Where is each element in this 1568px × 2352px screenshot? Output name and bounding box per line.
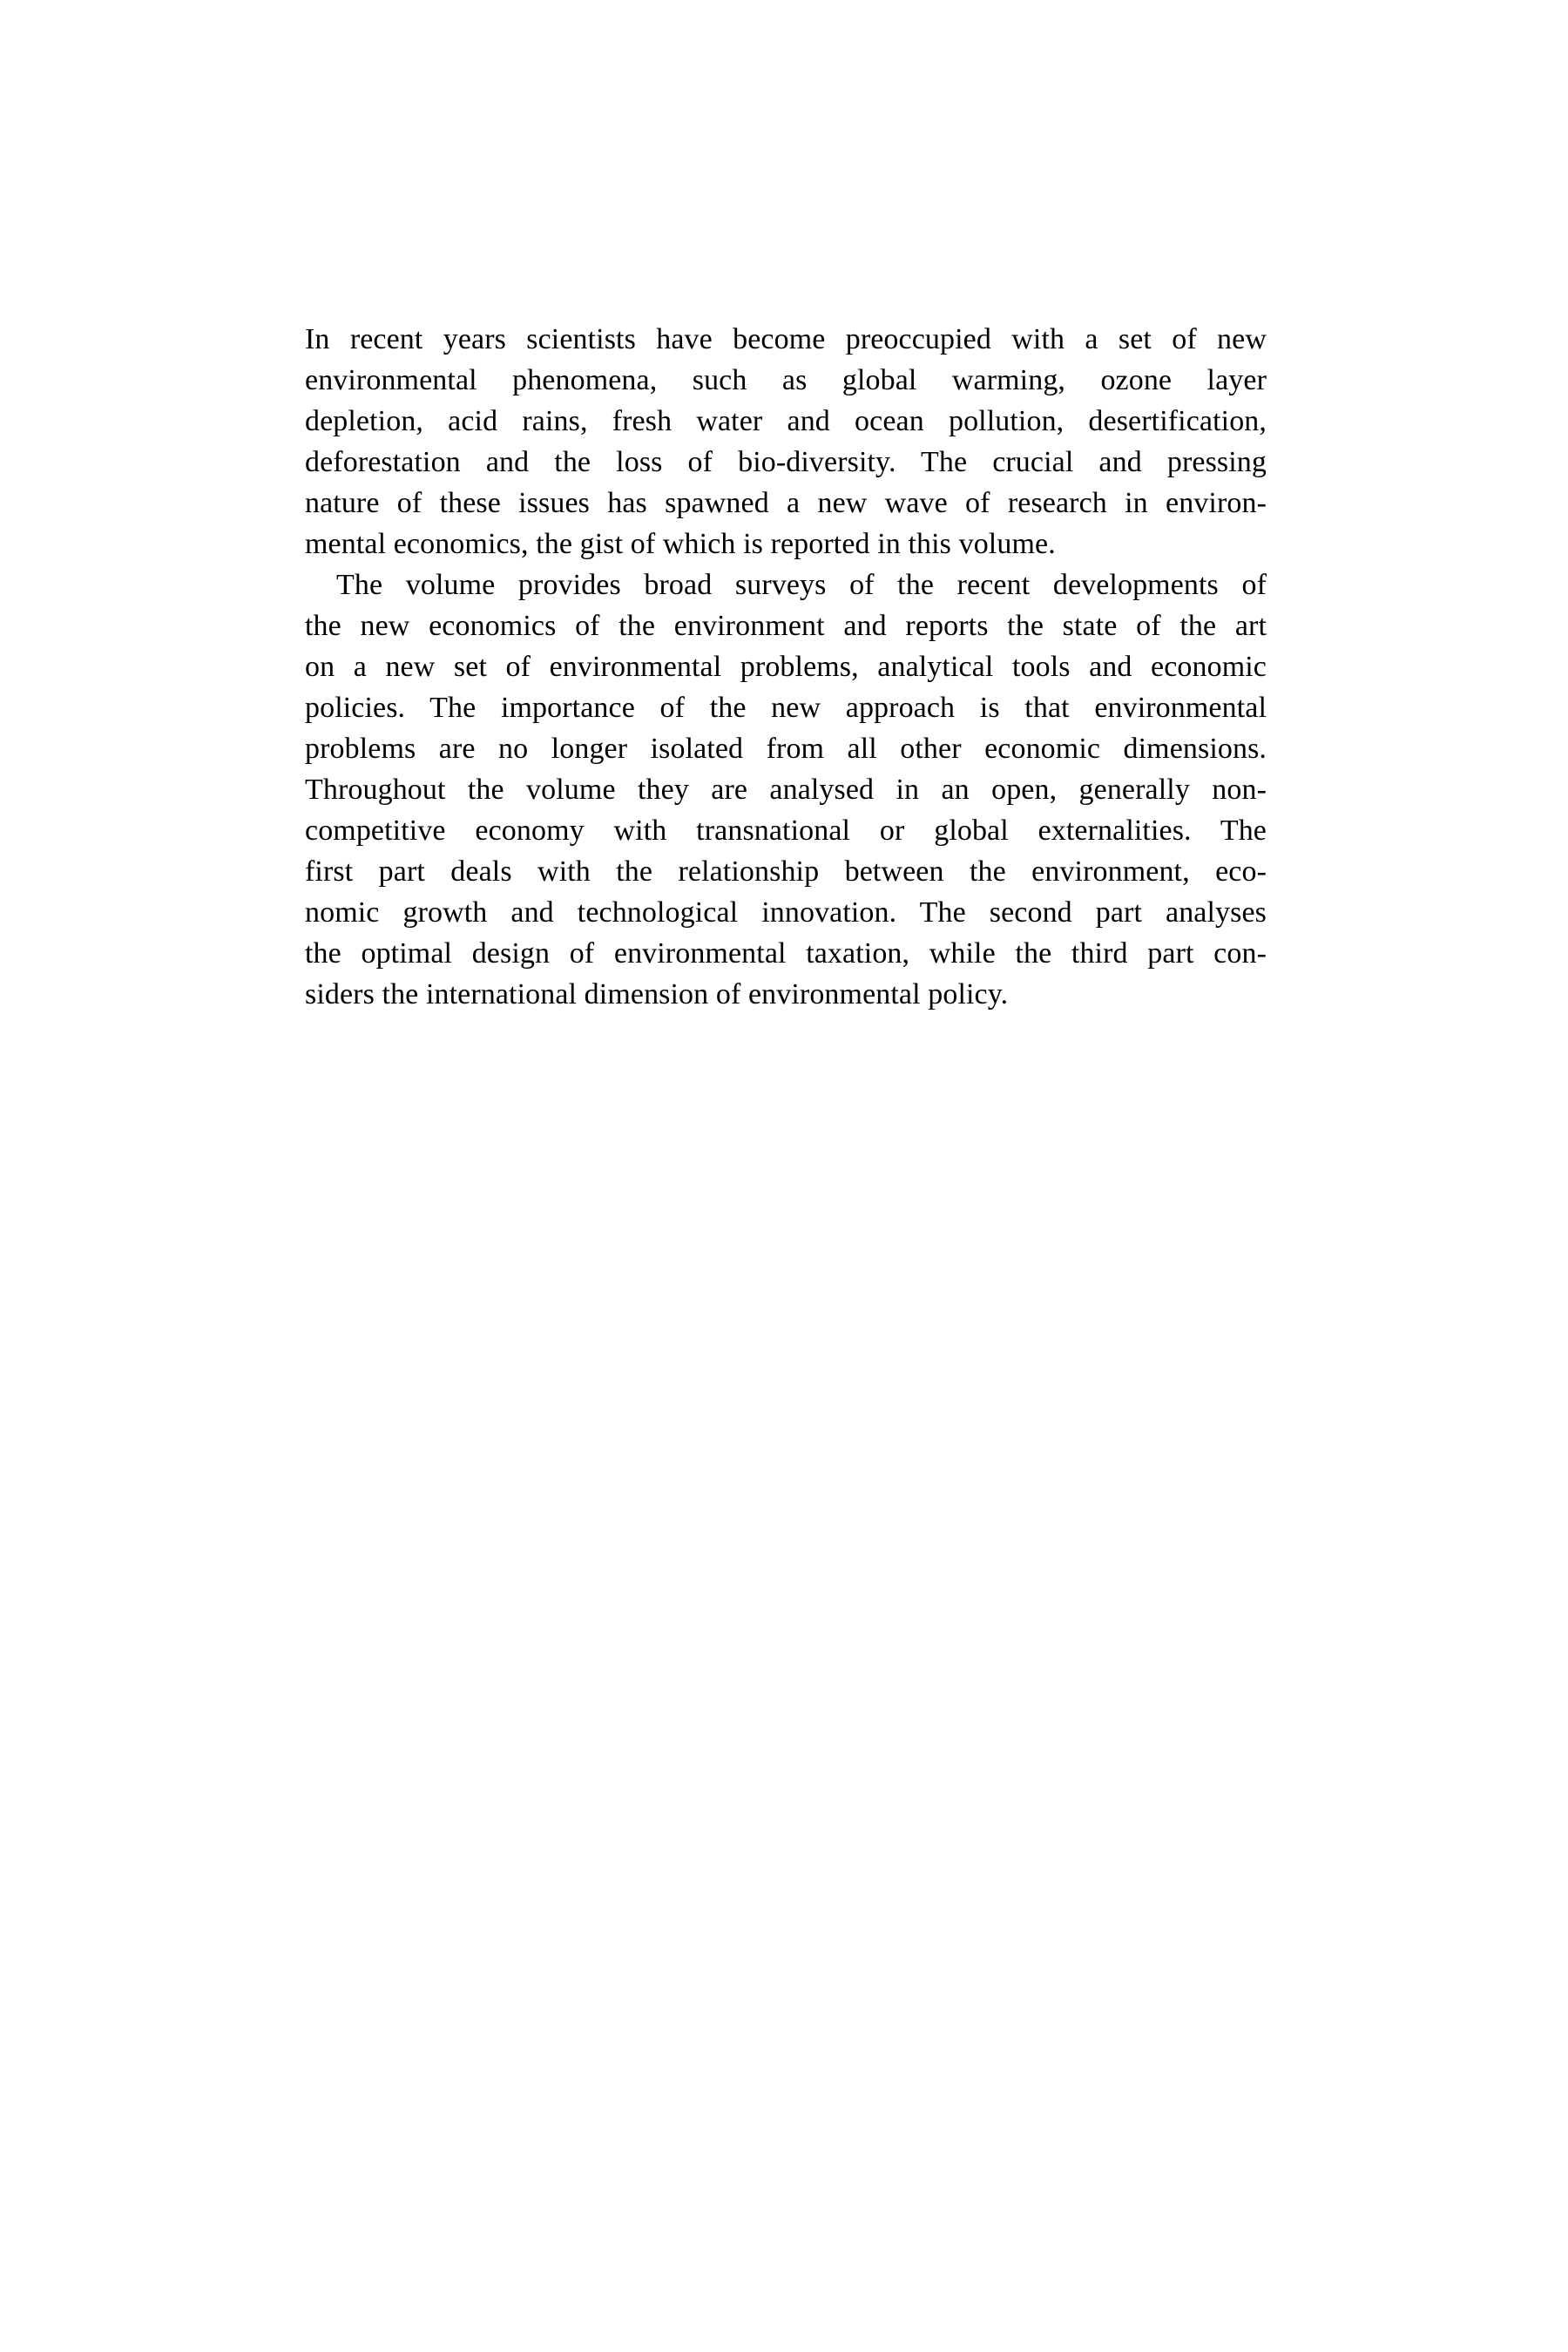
paragraph2-line: nomic growth and technological innovation. The second part analyses	[305, 896, 1267, 929]
paragraph2-line: the optimal design of environmental taxation, while the third part con-	[305, 937, 1267, 970]
paragraph2-line: competitive economy with transnational or global externalities. The	[305, 814, 1267, 847]
paragraph2-line: policies. The importance of the new approach is that environmental	[305, 692, 1267, 724]
paragraph2-line: on a new set of environmental problems, analytical tools and economic	[305, 651, 1267, 683]
blurb-text-block	[305, 319, 1267, 1015]
paragraph2-line: The volume provides broad surveys of the recent developments of	[336, 569, 1267, 601]
paragraph2-line: siders the international dimension of environmental policy.	[305, 978, 1009, 1010]
paragraph1-line: nature of these issues has spawned a new wave of research in environ-	[305, 487, 1267, 519]
paragraph2-line: the new economics of the environment and reports the state of the art	[305, 610, 1267, 642]
paragraph2-line: Throughout the volume they are analysed in an open, generally non-	[305, 774, 1267, 806]
paragraph1-line: In recent years scientists have become preoccupied with a set of new	[305, 323, 1267, 355]
paragraph2-line: first part deals with the relationship between the environment, eco-	[305, 855, 1267, 888]
paragraph1-line: depletion, acid rains, fresh water and ocean pollution, desertification,	[305, 405, 1267, 437]
paragraph1-line: environmental phenomena, such as global warming, ozone layer	[305, 364, 1267, 396]
paragraph1-line: mental economics, the gist of which is reported in this volume.	[305, 528, 1056, 560]
paragraph-2	[305, 564, 1267, 1015]
paragraph-1	[305, 319, 1267, 564]
paragraph1-line: deforestation and the loss of bio-diversity. The crucial and pressing	[305, 446, 1267, 478]
paragraph2-line: problems are no longer isolated from all other economic dimensions.	[305, 733, 1267, 765]
